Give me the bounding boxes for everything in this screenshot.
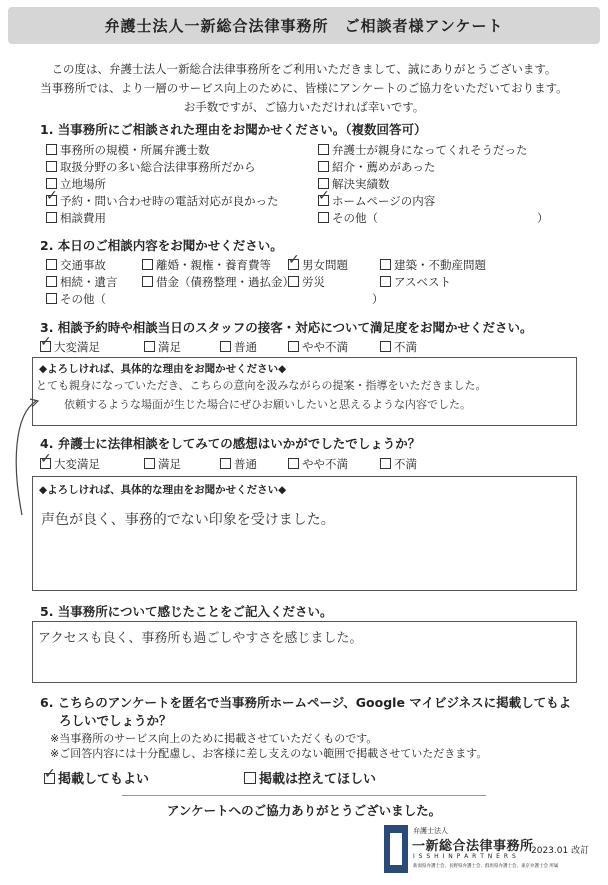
q6-title: 6. こちらのアンケートを匿名で当事務所ホームページ、Google マイビジネスに掲載してもよ bbox=[40, 695, 572, 710]
q6-option-allow[interactable]: ✓掲載してもよい bbox=[44, 768, 149, 787]
q3-option[interactable]: やや不満 bbox=[288, 339, 348, 355]
q3-option[interactable]: 普通 bbox=[220, 339, 257, 355]
intro-line: お手数ですが、ご協力いただければ幸いです。 bbox=[183, 100, 425, 114]
revision-label: 2023.01 改訂 bbox=[531, 846, 590, 856]
q1-option[interactable]: 事務所の規模・所属弁護士数 bbox=[46, 142, 210, 158]
q3-reason-box[interactable] bbox=[32, 357, 577, 426]
page-title: 弁護士法人一新総合法律事務所 ご相談者様アンケート bbox=[8, 7, 600, 44]
q2-option[interactable]: 労災 bbox=[288, 274, 325, 290]
q4-option[interactable]: 普通 bbox=[220, 456, 257, 472]
checkbox[interactable] bbox=[288, 458, 299, 469]
q1-option[interactable]: 立地場所 bbox=[46, 176, 106, 192]
q1-option-other[interactable]: その他（ bbox=[318, 210, 378, 226]
q5-answer-line: アクセスも良く、事務所も過ごしやすさを感じました。 bbox=[38, 631, 363, 646]
checkbox[interactable] bbox=[380, 259, 391, 270]
q6-note: ※ご回答内容には十分配慮し、お客様に差し支えのない範囲で掲載させていただきます。 bbox=[50, 747, 488, 760]
q2-option[interactable]: ✓ 男女問題 bbox=[288, 257, 348, 273]
checkbox[interactable] bbox=[144, 458, 155, 469]
q1-option[interactable]: ✓ ホームページの内容 bbox=[318, 193, 435, 209]
q4-box-label: ◆よろしければ、具体的な理由をお聞かせください◆ bbox=[39, 484, 287, 496]
checkbox[interactable] bbox=[144, 341, 155, 352]
checkbox[interactable] bbox=[380, 341, 391, 352]
checkbox[interactable] bbox=[318, 161, 329, 172]
q1-option[interactable]: ✓予約・問い合わせ時の電話対応が良かった bbox=[46, 193, 279, 209]
checkbox[interactable] bbox=[46, 212, 57, 223]
q2-title: 2. 本日のご相談内容をお聞かせください。 bbox=[40, 238, 283, 253]
firm-address: 新潟県弁護士会、長野県弁護士会、群馬県弁護士会、東京弁護士会 所属 bbox=[413, 864, 559, 869]
q5-title: 5. 当事務所について感じたことをご記入ください。 bbox=[40, 604, 333, 619]
q4-option[interactable]: 不満 bbox=[380, 456, 417, 472]
checkbox-checked[interactable] bbox=[318, 195, 329, 206]
q2-option[interactable]: アスベスト bbox=[380, 274, 451, 290]
q3-answer-line: 依頼するような場面が生じた場合にぜひお願いしたいと思えるような内容でした。 bbox=[64, 398, 471, 411]
checkbox[interactable] bbox=[142, 276, 153, 287]
q4-option[interactable]: 満足 bbox=[144, 456, 181, 472]
q2-other-close-paren: ） bbox=[372, 292, 384, 306]
checkbox[interactable] bbox=[288, 341, 299, 352]
q4-answer-line: 声色が良く、事務的でない印象を受けました。 bbox=[41, 512, 335, 528]
q2-option[interactable]: 建築・不動産問題 bbox=[380, 257, 486, 273]
q3-option[interactable]: 満足 bbox=[144, 339, 181, 355]
firm-name: 一新総合法律事務所 bbox=[412, 839, 534, 854]
intro-line: この度は、弁護士法人一新総合法律事務所をご利用いただきまして、誠にありがとうございます。 bbox=[51, 62, 557, 76]
q1-option[interactable]: 相談費用 bbox=[46, 210, 106, 226]
q4-option[interactable]: やや不満 bbox=[288, 456, 348, 472]
q2-option[interactable]: 借金（債務整理・過払金） bbox=[142, 274, 294, 290]
firm-logo-icon bbox=[384, 825, 408, 873]
intro-text bbox=[0, 60, 608, 117]
q4-reason-box[interactable] bbox=[32, 476, 577, 591]
q2-option[interactable]: 相続・遺言 bbox=[46, 274, 118, 290]
q1-title: 1. 当事務所にご相談された理由をお聞かせください。（複数回答可） bbox=[40, 122, 427, 137]
divider bbox=[122, 795, 486, 796]
intro-line: 当事務所では、より一層のサービス向上のために、皆様にアンケートのご協力をいただいております。 bbox=[40, 81, 568, 95]
q1-option[interactable]: 弁護士が親身になってくれそうだった bbox=[318, 142, 528, 158]
q6-option-decline[interactable]: 掲載は控えてほしい bbox=[244, 768, 376, 787]
checkbox[interactable] bbox=[380, 276, 391, 287]
checkbox-checked[interactable] bbox=[40, 341, 51, 352]
checkbox-checked[interactable] bbox=[46, 195, 57, 206]
checkbox[interactable] bbox=[142, 259, 153, 270]
q1-other-close-paren: ） bbox=[537, 211, 549, 225]
q3-title: 3. 相談予約時や相談当日のスタッフの接客・対応について満足度をお聞かせください。 bbox=[40, 320, 533, 335]
checkbox[interactable] bbox=[318, 144, 329, 155]
thanks-message: アンケートへのご協力ありがとうございました。 bbox=[166, 803, 442, 818]
checkbox[interactable] bbox=[46, 144, 57, 155]
q2-option[interactable]: 交通事故 bbox=[46, 257, 106, 273]
q6-note: ※当事務所のサービス向上のために掲載させていただくものです。 bbox=[50, 732, 378, 745]
q2-option-other[interactable]: その他（ bbox=[46, 291, 106, 307]
q1-option[interactable]: 取扱分野の多い総合法律事務所だから bbox=[46, 159, 256, 175]
checkbox[interactable] bbox=[220, 458, 231, 469]
checkbox-checked[interactable] bbox=[40, 458, 51, 469]
q2-option[interactable]: 離婚・親権・養育費等 bbox=[142, 257, 271, 273]
checkbox[interactable] bbox=[244, 772, 256, 784]
q1-option[interactable]: 紹介・薦めがあった bbox=[318, 159, 435, 175]
checkbox[interactable] bbox=[46, 293, 57, 304]
firm-type-label: 弁護士法人 bbox=[413, 827, 448, 835]
checkbox[interactable] bbox=[46, 259, 57, 270]
checkbox-checked[interactable] bbox=[44, 773, 55, 784]
q5-comment-box[interactable] bbox=[32, 621, 577, 683]
q4-title: 4. 弁護士に法律相談をしてみての感想はいかがでしたでしょうか？ bbox=[40, 436, 421, 451]
checkbox[interactable] bbox=[380, 458, 391, 469]
q4-option[interactable]: ✓大変満足 bbox=[40, 456, 100, 472]
q1-option[interactable]: 解決実績数 bbox=[318, 176, 390, 192]
q3-option[interactable]: 不満 bbox=[380, 339, 417, 355]
q3-box-label: ◆よろしければ、具体的な理由をお聞かせください◆ bbox=[39, 363, 287, 375]
checkbox[interactable] bbox=[288, 276, 299, 287]
q3-answer-line: とても親身になっていただき、こちらの意向を汲みながらの提案・指導をいただきました。 bbox=[36, 379, 487, 392]
checkbox[interactable] bbox=[318, 212, 329, 223]
q6-title-cont: ろしいでしょうか？ bbox=[59, 713, 172, 728]
checkbox[interactable] bbox=[220, 341, 231, 352]
checkbox[interactable] bbox=[46, 161, 57, 172]
q3-option[interactable]: ✓大変満足 bbox=[40, 339, 100, 355]
checkbox-checked[interactable] bbox=[288, 259, 299, 270]
firm-roman-name: I S S H I N P A R T N E R S bbox=[413, 853, 517, 860]
checkbox[interactable] bbox=[46, 276, 57, 287]
